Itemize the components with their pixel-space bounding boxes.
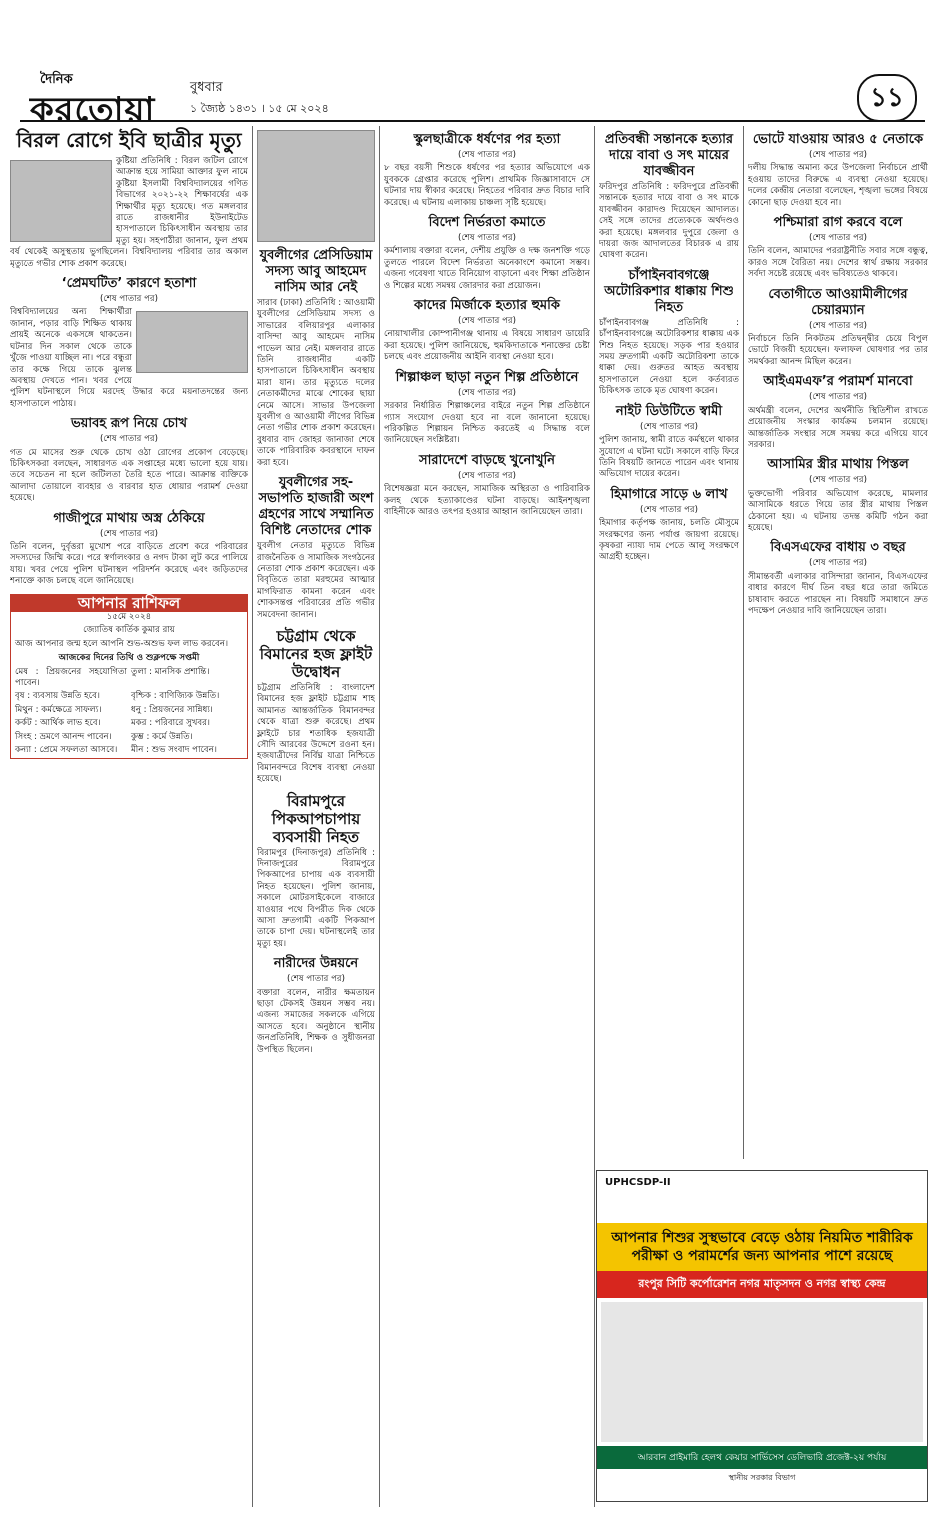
article-body: গত মে মাসের শুরু থেকে চোখ ওঠা রোগের প্রকোপ বেড়েছে। চিকিৎসকরা বলছেন, সাধারণত এক সপ্তাহের মধ্যে ভালো হয়ে যায়। তবে সচেতন না হলে জটিলতা তৈরি হতে পারে। আক্রান্ত ব্যক্তিকে আলাদা তোয়ালে ব্যবহার ও বারবার হাত ধোয়ার পরামর্শ দেওয়া হয়েছে। <box>10 447 248 504</box>
newspaper-logo: করতোয়া <box>30 90 156 130</box>
continued-note: (শেষ পাতার পর) <box>99 434 159 445</box>
horoscope-sign: বৃষ : ব্যবসায় উন্নতি হবে। <box>15 691 100 702</box>
article-body: সরকার নির্ধারিত শিল্পাঞ্চলের বাইরে নতুন শিল্প প্রতিষ্ঠানে গ্যাস সংযোগ দেওয়া হবে না বলে জানানো হয়েছে। পরিকল্পিত শিল্পায়ন নিশ্চিত করতেই এ সিদ্ধান্ত বলে জানিয়েছেন সংশ্লিষ্টরা। <box>384 401 590 446</box>
ad-title: আপনার শিশুর সুস্থভাবে বেড়ে ওঠায় নিয়মিত শারীরিক পরীক্ষা ও পরামর্শের জন্য আপনার পাশে রয়েছে <box>597 1223 927 1271</box>
news-photo <box>136 311 248 373</box>
column-3 <box>384 126 590 1507</box>
continued-note: (শেষ পাতার পর) <box>286 974 346 985</box>
article-body: নোয়াখালীর কোম্পানীগঞ্জ থানায় এ বিষয়ে সাধারণ ডায়েরি করা হয়েছে। পুলিশ জানিয়েছে, হুমকিদাতাকে শনাক্তের চেষ্টা চলছে এবং প্রয়োজনীয় আইনি ব্যবস্থা নেওয়া হবে। <box>384 329 590 363</box>
horoscope-title: আপনার রাশিফল <box>11 595 247 612</box>
column-4 <box>599 126 739 1159</box>
article-body: বিরামপুর (দিনাজপুর) প্রতিনিধি : দিনাজপুরের বিরামপুরে পিকআপের চাপায় এক ব্যবসায়ী নিহত হয়েছেন। পুলিশ জানায়, সকালে মোটরসাইকেলে বাজারে যাওয়ার পথে বিপরীত দিক থেকে আসা দ্রুতগামী একটি পিকআপ তাকে চাপা দেয়। ঘটনাস্থলেই তার মৃত্যু হয়। <box>257 847 375 949</box>
headline: বিরামপুরে পিকআপচাপায় ব্যবসায়ী নিহত <box>271 791 361 846</box>
article-body: সারাব (ঢাকা) প্রতিনিধি : আওয়ামী যুবলীগের প্রেসিডিয়াম সদস্য ও সাভারের বলিয়ারপুর এলাকার বাসিন্দা আবু আহমেদ নাসিম পাভেল আর নেই। মঙ্গলবার রাতে তিনি রাজধানীর একটি হাসপাতালে চিকিৎসাধীন অবস্থায় মারা যান। তার মৃত্যুতে দলের নেতাকর্মীদের মাঝে শোকের ছায়া নেমে আসে। সাভার উপজেলা যুবলীগ ও আওয়ামী লীগের বিভিন্ন নেতা গভীর শোক প্রকাশ করেছেন। বুধবার বাদ জোহর জানাজা শেষে তাকে পারিবারিক কবরস্থানে দাফন করা হবে। <box>257 298 375 468</box>
continued-note: (শেষ পাতার পর) <box>808 392 868 403</box>
horoscope-sign: মকর : পরিবারে সুখবর। <box>131 718 210 729</box>
headline: আইএমএফ’র পরামর্শ মানবো <box>763 374 913 390</box>
masthead-rule <box>20 120 925 122</box>
horoscope-sign: কর্কট : আর্থিক লাভ হবে। <box>15 718 101 729</box>
article-body: তিনি বলেন, আমাদের পররাষ্ট্রনীতি সবার সঙ্গে বন্ধুত্ব, কারও সঙ্গে বৈরিতা নয়। দেশের স্বার্থ রক্ষায় সরকার সর্বদা সচেষ্ট রয়েছে এবং ভবিষ্যতেও থাকবে। <box>748 246 928 280</box>
continued-note: (শেষ পাতার পর) <box>808 150 868 160</box>
headline: হিমাগারে সাড়ে ৬ লাখ <box>610 486 728 502</box>
horoscope-sign: বৃশ্চিক : বাণিজ্যিক উন্নতি। <box>131 691 220 702</box>
headline: নাইট ডিউটিতে স্বামী <box>615 403 723 419</box>
horoscope-sign: মেষ : প্রিয়জনের সহযোগিতা পাবেন। <box>15 666 127 689</box>
headline: ভোটে যাওয়ায় আরও ৫ নেতাকে <box>752 132 924 147</box>
continued-note: (শেষ পাতার পর) <box>457 470 517 481</box>
horoscope-box <box>10 594 248 760</box>
article-body: ৮ বছর বয়সী শিশুকে ধর্ষণের পর হত্যার অভিযোগে এক যুবককে গ্রেপ্তার করেছে পুলিশ। প্রাথমিক জিজ্ঞাসাবাদে সে ঘটনার দায় স্বীকার করেছে। নিহতের পরিবার দ্রুত বিচার দাবি করেছে। এ ঘটনায় এলাকায় চাঞ্চল্য সৃষ্টি হয়েছে। <box>384 163 590 208</box>
article-body: সীমান্তবর্তী এলাকার বাসিন্দারা জানান, বিএসএফের বাধার কারণে দীর্ঘ তিন বছর ধরে তারা জমিতে চাষাবাদ করতে পারছেন না। বিষয়টি সমাধানে দ্রুত পদক্ষেপ নেওয়ার দাবি জানিয়েছেন তারা। <box>748 571 928 616</box>
horoscope-sign: সিংহ : ভ্রমণে আনন্দ পাবেন। <box>15 731 112 742</box>
headline: পশ্চিমারা রাগ করবে বলে <box>773 215 903 231</box>
article-body: পুলিশ জানায়, স্বামী রাতে কর্মস্থলে থাকার সুযোগে এ ঘটনা ঘটে। সকালে বাড়ি ফিরে তিনি বিষয়টি জানতে পারেন এবং থানায় অভিযোগ দায়ের করেন। <box>599 435 739 480</box>
ad-org: UPHCSDP-II <box>605 1177 671 1188</box>
continued-note: (শেষ পাতার পর) <box>99 528 159 539</box>
column-5 <box>748 126 928 1159</box>
horoscope-date: ১৫মে ২০২৪ <box>106 612 152 622</box>
article-body: ভুক্তভোগী পরিবার অভিযোগ করেছে, মামলার আসামিকে ধরতে গিয়ে তার স্ত্রীর মাথায় পিস্তল ঠেকানো হয়। এ ঘটনায় তদন্ত কমিটি গঠন করা হয়েছে। <box>748 488 928 533</box>
article-body: বিশেষজ্ঞরা মনে করছেন, সামাজিক অস্থিরতা ও পারিবারিক কলহ থেকে হত্যাকাণ্ডের ঘটনা বাড়ছে। আইনশৃঙ্খলা বাহিনীকে আরও তৎপর হওয়ার আহ্বান জানিয়েছেন তারা। <box>384 484 590 517</box>
continued-note: (শেষ পাতার পর) <box>639 504 699 515</box>
article-body: যুবলীগ নেতার মৃত্যুতে বিভিন্ন রাজনৈতিক ও সামাজিক সংগঠনের নেতারা শোক প্রকাশ করেছেন। এক বিবৃতিতে তারা মরহুমের আত্মার মাগফিরাত কামনা করেন এবং শোকসন্তপ্ত পরিবারের প্রতি গভীর সমবেদনা জানান। <box>257 541 375 620</box>
column-1 <box>10 126 248 1507</box>
column-divider <box>252 126 253 1507</box>
ad-illustration <box>601 1302 923 1442</box>
article-body: বক্তারা বলেন, নারীর ক্ষমতায়ন ছাড়া টেকসই উন্নয়ন সম্ভব নয়। এজন্য সমাজের সকলকে এগিয়ে আসতে হবে। অনুষ্ঠানে স্থানীয় জনপ্রতিনিধি, শিক্ষক ও সুধীজনরা উপস্থিত ছিলেন। <box>257 987 375 1055</box>
article-body: দলীয় সিদ্ধান্ত অমান্য করে উপজেলা নির্বাচনে প্রার্থী হওয়ায় তাদের বিরুদ্ধে এ ব্যবস্থা নেওয়া হয়েছে। দলের কেন্দ্রীয় নেতারা বলেছেন, শৃঙ্খলা ভঙ্গের বিষয়ে কোনো ছাড় দেওয়া হবে না। <box>748 163 928 208</box>
continued-note: (শেষ পাতার পর) <box>808 475 868 486</box>
article-body: ফরিদপুর প্রতিনিধি : ফরিদপুরে প্রতিবন্ধী সন্তানকে হত্যার দায়ে বাবা ও সৎ মাকে যাবজ্জীবন কারাদণ্ড দিয়েছেন আদালত। সেই সঙ্গে তাদের প্রত্যেককে অর্থদণ্ডও করা হয়েছে। মঙ্গলবার দুপুরে জেলা ও দায়রা জজ আদালতের বিচারক এ রায় ঘোষণা করেন। <box>599 182 739 261</box>
article-body: চট্টগ্রাম প্রতিনিধি : বাংলাদেশ বিমানের হজ ফ্লাইট চট্টগ্রাম শাহ আমানত আন্তর্জাতিক বিমানবন্দর থেকে যাত্রা শুরু করেছে। প্রথম ফ্লাইটে চার শতাধিক হজযাত্রী সৌদি আরবের উদ্দেশে রওনা হন। হজযাত্রীদের নির্বিঘ্ন যাত্রা নিশ্চিতে বিমানবন্দরে বিশেষ ব্যবস্থা নেওয়া হয়েছে। <box>257 682 375 785</box>
logo-small: দৈনিক <box>40 72 73 87</box>
ad-footer: আরবান প্রাইমারি হেলথ কেয়ার সার্ভিসেস ডেলিভারি প্রজেক্ট-২য় পর্যায় <box>597 1446 927 1469</box>
continued-note: (শেষ পাতার পর) <box>808 320 868 331</box>
continued-note: (শেষ পাতার পর) <box>457 233 517 244</box>
continued-note: (শেষ পাতার পর) <box>457 387 517 398</box>
headline: স্কুলছাত্রীকে ধর্ষণের পর হত্যা <box>413 132 561 147</box>
headline: নারীদের উন্নয়নে <box>273 956 359 972</box>
column-divider <box>594 126 595 1507</box>
horoscope-intro: আজ আপনার জন্ম হলে আপনি শুভ-অশুভ ফল লাভ করবেন। <box>15 638 229 649</box>
horoscope-author: জ্যোতিষ কার্তিক কুমার রায় <box>83 625 175 636</box>
headline: যুবলীগের প্রেসিডিয়াম সদস্য আবু আহমেদ নাসিম আর নেই <box>259 248 373 295</box>
headline: বিরল রোগে ইবি ছাত্রীর মৃত্যু <box>16 128 242 152</box>
headline: আসামির স্ত্রীর মাথায় পিস্তল <box>767 457 909 473</box>
column-divider <box>379 126 380 1507</box>
continued-note: (শেষ পাতার পর) <box>808 558 868 569</box>
horoscope-sign: মিথুন : কর্মক্ষেত্রে সাফল্য। <box>15 704 102 715</box>
headline: কাদের মির্জাকে হত্যার হুমকি <box>414 298 560 314</box>
headline: ভয়াবহ রূপ নিয়ে চোখ <box>70 416 187 432</box>
column-divider <box>743 126 744 1159</box>
continued-note: (শেষ পাতার পর) <box>99 294 159 305</box>
weekday: বুধবার <box>190 80 223 95</box>
column-2 <box>257 126 375 1507</box>
continued-note: (শেষ পাতার পর) <box>639 421 699 432</box>
article-body: অর্থমন্ত্রী বলেন, দেশের অর্থনীতি স্থিতিশীল রাখতে প্রয়োজনীয় সংস্কার কার্যক্রম চলমান রয়েছে। আন্তর্জাতিক সংস্থার সঙ্গে সমন্বয় করে এগিয়ে যাবে সরকার। <box>748 405 928 450</box>
article-body: কর্মশালায় বক্তারা বলেন, দেশীয় প্রযুক্তি ও দক্ষ জনশক্তি গড়ে তুলতে পারলে বিদেশ নির্ভরতা অনেকাংশে কমানো সম্ভব। এজন্য গবেষণা খাতে বিনিয়োগ বাড়ানো এবং শিক্ষা প্রতিষ্ঠান ও শিল্পের মধ্যে সমন্বয় জোরদার করা প্রয়োজন। <box>384 246 590 291</box>
ad-note: স্থানীয় সরকার বিভাগ <box>728 1473 796 1482</box>
headline: চট্টগ্রাম থেকে বিমানের হজ ফ্লাইট উদ্বোধন <box>259 626 373 681</box>
headline: যুবলীগের সহ-সভাপতি হাজারী অংশ গ্রহণের সাথে সম্মানিত বিশিষ্ট নেতাদের শোক <box>258 475 374 539</box>
horoscope-sign: ধনু : প্রিয়জনের সান্নিধ্য। <box>131 704 213 715</box>
continued-note: (শেষ পাতার পর) <box>808 233 868 244</box>
headline: চাঁপাইনবাবগঞ্জে অটোরিকশার ধাক্কায় শিশু নিহত <box>604 267 734 315</box>
masthead <box>0 0 945 130</box>
news-photo <box>10 160 112 242</box>
continued-note: (শেষ পাতার পর) <box>457 150 517 160</box>
article-body: নির্বাচনে তিনি নিকটতম প্রতিদ্বন্দ্বীর চেয়ে বিপুল ভোটে বিজয়ী হয়েছেন। ফলাফল ঘোষণার পর তার সমর্থকরা আনন্দ মিছিল করেন। <box>748 334 928 367</box>
headline: বিদেশ নির্ভরতা কমাতে <box>428 215 546 231</box>
article-body: বিশ্ববিদ্যালয়ের অন্য শিক্ষার্থীরা জানান, পড়ার বাড়ি শিক্ষিত থাকায় প্রায়ই অনেকে একসঙ্গে থাকতেন। ঘটনার দিন সকাল থেকে তাকে খুঁজে পাওয়া যাচ্ছিল না। পরে বন্ধুরা তার কক্ষে গিয়ে তাকে ঝুলন্ত অবস্থায় দেখতে পান। খবর পেয়ে পুলিশ ঘটনাস্থলে গিয়ে মরদেহ উদ্ধার করে ময়নাতদন্তের জন্য হাসপাতালে পাঠায়। <box>10 307 248 409</box>
article-body: কুষ্টিয়া প্রতিনিধি : বিরল জটিল রোগে আক্রান্ত হয়ে সামিয়া আক্তার ফুল নামে কুষ্টিয়া ইসলামী বিশ্ববিদ্যালয়ের গণিত বিভাগের ২০২১-২২ শিক্ষাবর্ষের এক শিক্ষার্থীর মৃত্যু হয়েছে। গত মঙ্গলবার রাতে রাজধানীর ইউনাইটেড হাসপাতালে চিকিৎসাধীন অবস্থায় তার মৃত্যু হয়। সহপাঠীরা জানান, ফুল প্রথম বর্ষ থেকেই অসুস্থতায় ভুগছিলেন। বিশ্ববিদ্যালয় পরিবার তার অকাল মৃত্যুতে গভীর শোক প্রকাশ করেছে। <box>10 156 248 269</box>
portrait-photo <box>257 130 375 242</box>
page-number: ১১ <box>857 74 917 122</box>
headline: গাজীপুরে মাথায় অস্ত্র ঠেকিয়ে <box>53 510 205 526</box>
horoscope-sign: তুলা : মানসিক প্রশান্তি। <box>131 666 210 677</box>
headline: সারাদেশে বাড়ছে খুনোখুনি <box>419 452 555 468</box>
headline: বেতাগীতে আওয়ামীলীগের চেয়ারম্যান <box>768 286 908 318</box>
horoscope-sign: কুম্ভ : কর্মে উন্নতি। <box>131 731 193 742</box>
continued-note: (শেষ পাতার পর) <box>457 316 517 327</box>
article-body: হিমাগার কর্তৃপক্ষ জানায়, চলতি মৌসুমে সংরক্ষণের জন্য পর্যাপ্ত জায়গা রয়েছে। কৃষকরা ন্যায্য দাম পেতে আলু সংরক্ষণে আগ্রহী হচ্ছেন। <box>599 518 739 563</box>
issue-date: ১ জ্যৈষ্ঠ ১৪৩১ । ১৫ মে ২০২৪ <box>190 102 329 115</box>
headline: প্রতিবন্ধী সন্তানকে হত্যার দায়ে বাবা ও সৎ মায়ের যাবজ্জীবন <box>604 132 734 179</box>
article-body: চাঁপাইনবাবগঞ্জ প্রতিনিধি : চাঁপাইনবাবগঞ্জে অটোরিকশার ধাক্কায় এক শিশু নিহত হয়েছে। সড়ক পার হওয়ার সময় দ্রুতগামী একটি অটোরিকশা তাকে ধাক্কা দেয়। গুরুতর আহত অবস্থায় হাসপাতালে নেওয়া হলে কর্তব্যরত চিকিৎসক তাকে মৃত ঘোষণা করেন। <box>599 317 739 397</box>
article-body: তিনি বলেন, দুর্বৃত্তরা মুখোশ পরে বাড়িতে প্রবেশ করে পরিবারের সদস্যদের জিম্মি করে। পরে স্বর্ণালংকার ও নগদ টাকা লুট করে পালিয়ে যায়। খবর পেয়ে পুলিশ ঘটনাস্থল পরিদর্শন করেছে এবং জড়িতদের শনাক্তে কাজ চলছে বলে জানিয়েছে। <box>10 541 248 587</box>
horoscope-subtitle: আজকের দিনের তিথি ও শুক্লপক্ষে সপ্তমী <box>58 653 200 664</box>
horoscope-sign: কন্যা : প্রেমে সফলতা আসবে। <box>15 745 118 756</box>
health-advertisement <box>596 1170 928 1502</box>
headline: ‘প্রেমঘটিত’ কারণে হতাশা <box>61 276 197 292</box>
headline: বিএসএফের বাধায় ৩ বছর <box>770 540 906 556</box>
ad-center: রংপুর সিটি কর্পোরেশন নগর মাতৃসদন ও নগর স্বাস্থ্য কেন্দ্র <box>597 1271 927 1298</box>
horoscope-sign: মীন : শুভ সংবাদ পাবেন। <box>131 745 217 756</box>
headline: শিল্পাঞ্চল ছাড়া নতুন শিল্প প্রতিষ্ঠানে <box>395 369 579 385</box>
